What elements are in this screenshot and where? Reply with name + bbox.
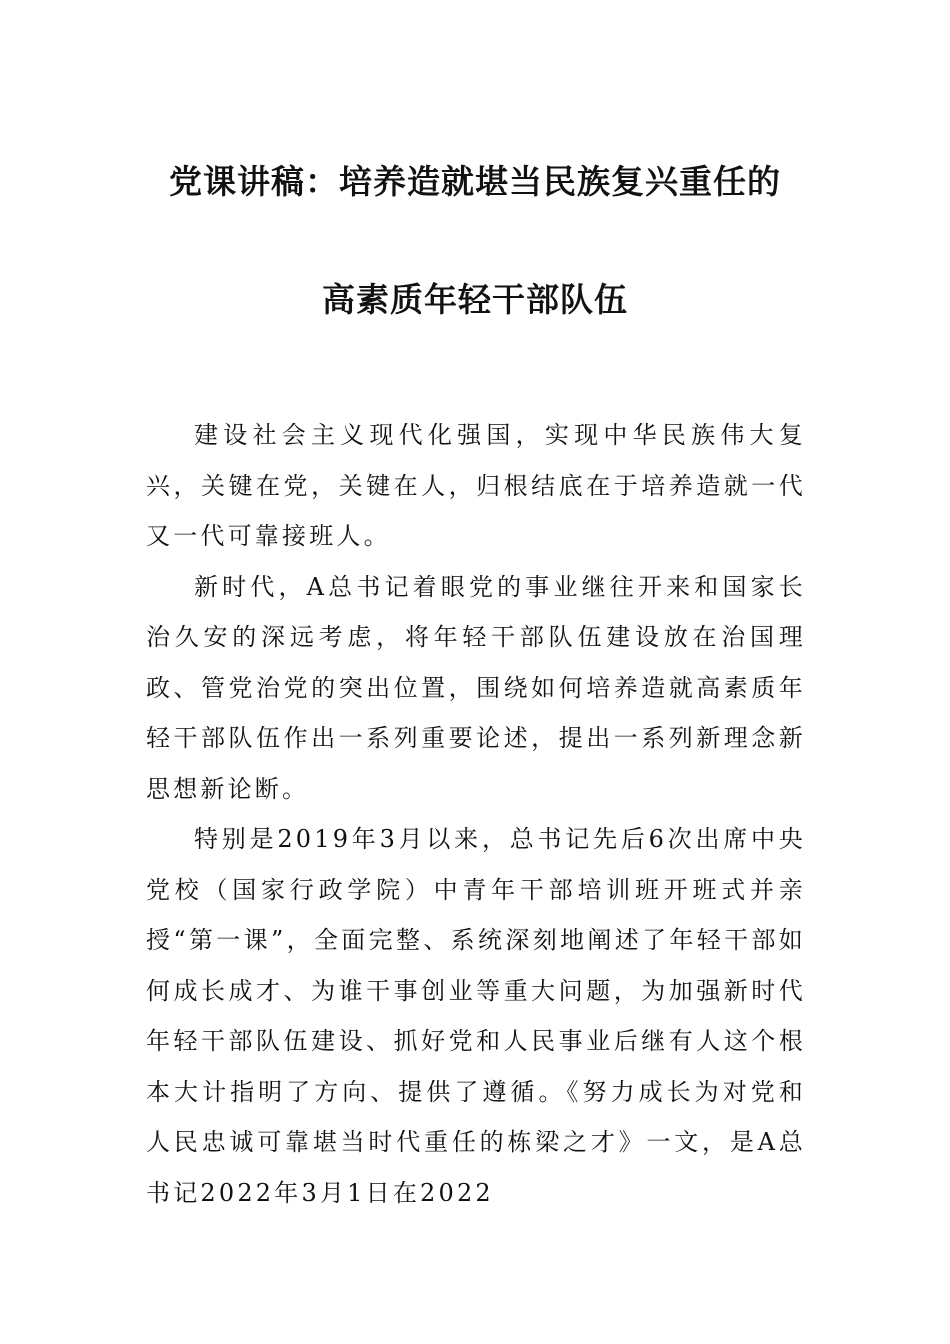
document-body bbox=[146, 410, 806, 1218]
document-title-line-2: 高素质年轻干部队伍 bbox=[322, 280, 628, 319]
body-paragraph-2: 新时代，A总书记着眼党的事业继往开来和国家长治久安的深远考虑，将年轻干部队伍建设放在治国理政、管党治党的突出位置，围绕如何培养造就高素质年轻干部队伍作出一系列重要论述，提出一系列新理念新思想新论断。 bbox=[146, 572, 806, 803]
body-paragraph-1: 建设社会主义现代化强国，实现中华民族伟大复兴，关键在党，关键在人，归根结底在于培养造就一代又一代可靠接班人。 bbox=[146, 421, 806, 550]
document-title-line-1: 党课讲稿：培养造就堪当民族复兴重任的 bbox=[169, 162, 781, 201]
body-paragraph-3: 特别是2019年3月以来，总书记先后6次出席中央党校（国家行政学院）中青年干部培训班开班式并亲授“第一课”，全面完整、系统深刻地阐述了年轻干部如何成长成才、为谁干事创业等重大问题，为加强新时代年轻干部队伍建设、抓好党和人民事业后继有人这个根本大计指明了方向、提供了遵循。《努力成长为对党和人民忠诚可靠堪当时代重任的栋梁之才》一文，是A总书记2022年3月1日在2022 bbox=[146, 825, 806, 1207]
